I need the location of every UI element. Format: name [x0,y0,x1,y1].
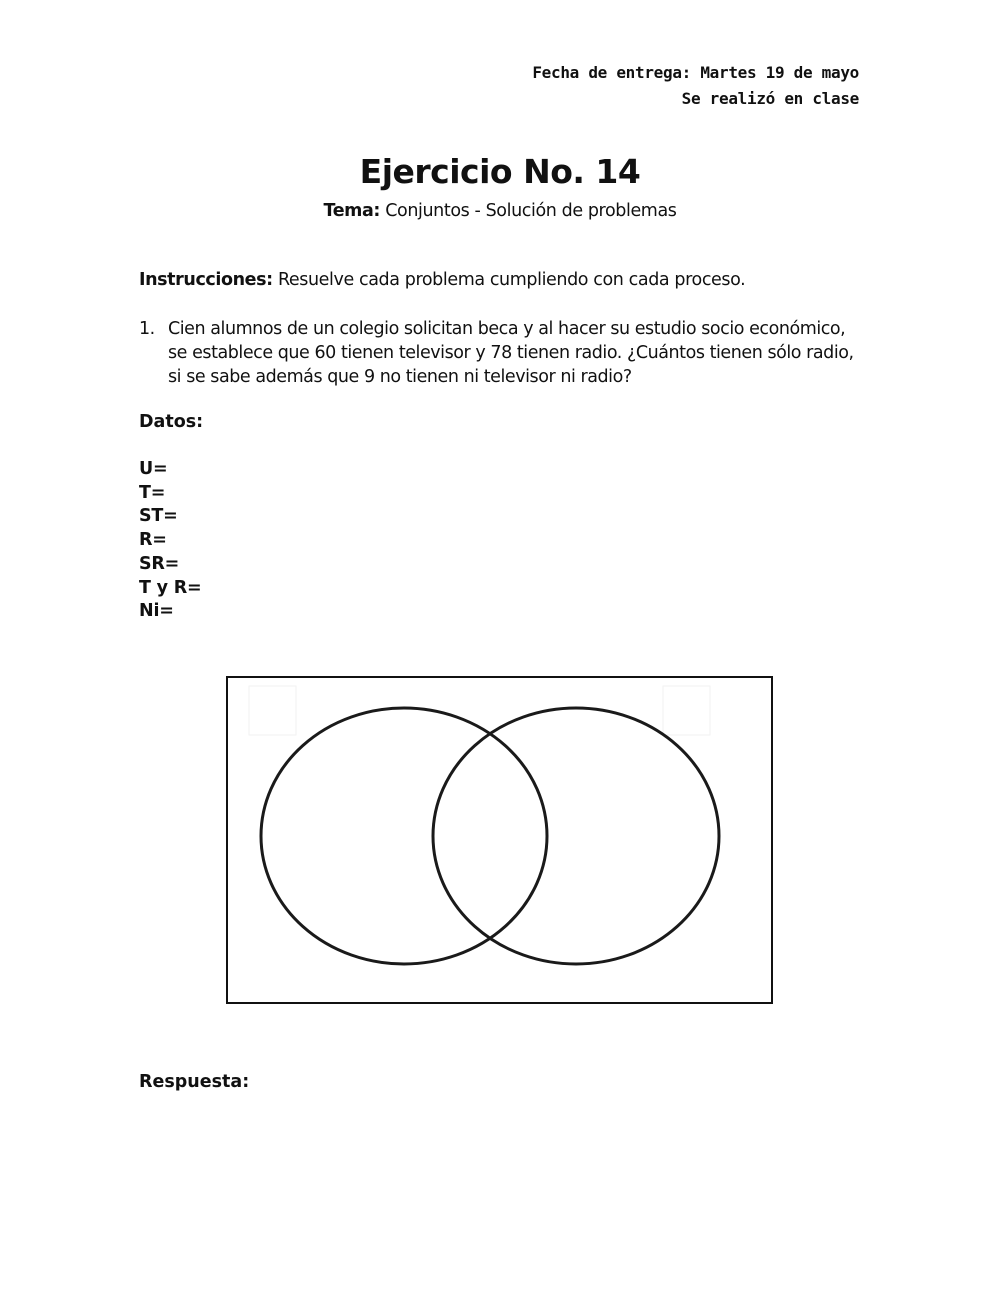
problem-1 [139,317,879,389]
answer-label: Respuesta: [139,1072,250,1092]
datos-item-u: U= [139,459,168,479]
venn-diagram [228,678,771,1002]
datos-item-t-y-r: T y R= [139,577,202,598]
problem-line-2: se establece que 60 tienen televisor y 78 tienen radio. ¿Cuántos tienen sólo radio, [168,343,854,363]
datos-item-t: T= [139,482,166,503]
instructions-label: Instrucciones: [139,270,273,290]
datos-list [139,458,201,624]
topic-value: Conjuntos - Solución de problemas [385,201,677,221]
empty-label-box-right [663,686,710,735]
datos-item-sr: SR= [139,553,180,574]
page-title: Ejercicio No. 14 [359,152,641,191]
instructions-line [139,270,745,290]
venn-circle-left [261,708,547,964]
empty-label-box-left [249,686,296,735]
delivery-header [532,60,859,112]
instructions-text: Resuelve cada problema cumpliendo con cada proceso. [277,270,746,290]
venn-diagram-box [226,676,773,1004]
due-date: Fecha de entrega: Martes 19 de mayo [532,63,859,82]
datos-item-ni: Ni= [139,601,174,622]
problem-line-1: Cien alumnos de un colegio solicitan beca y al hacer su estudio socio económico, [168,319,846,339]
datos-item-r: R= [139,530,167,551]
topic-line [0,201,1000,221]
datos-item-st: ST= [139,506,178,527]
datos-title: Datos: [139,412,204,432]
class-note: Se realizó en clase [681,89,859,108]
problem-number: 1. [139,319,155,339]
venn-circle-right [433,708,719,964]
problem-line-3: si se sabe además que 9 no tienen ni televisor ni radio? [168,367,632,387]
topic-label: Tema: [323,201,381,221]
